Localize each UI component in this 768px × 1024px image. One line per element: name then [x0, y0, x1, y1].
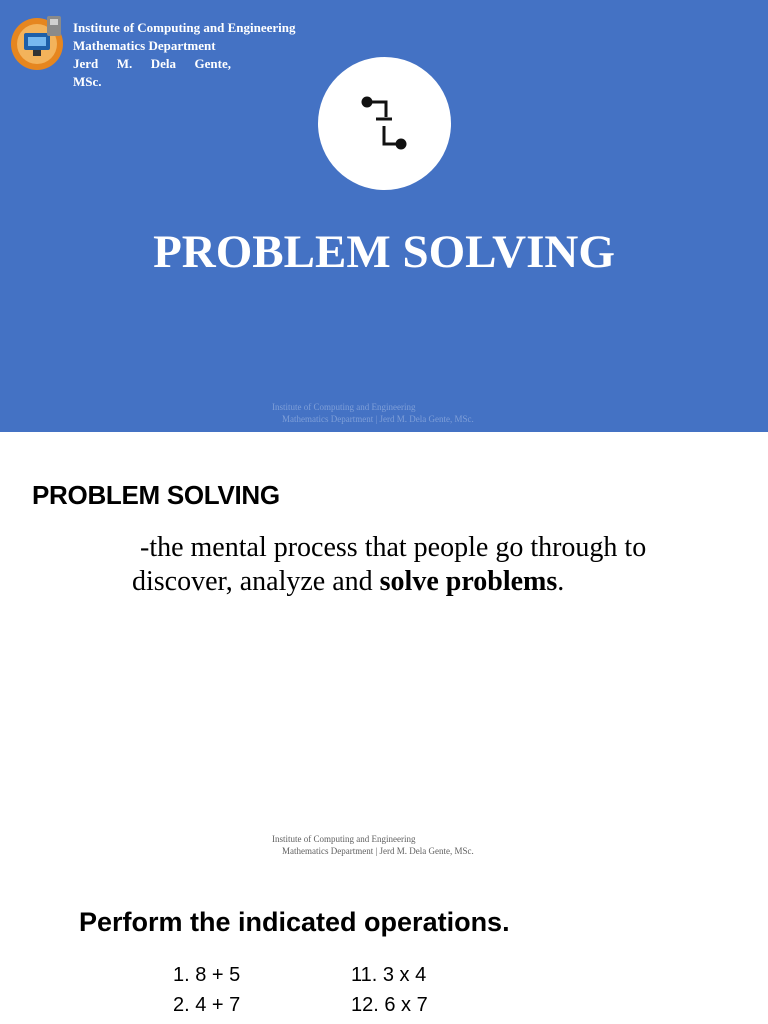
title-slide	[0, 0, 768, 432]
slide-footer	[272, 401, 474, 425]
author-name: Jerd M. Dela Gente,	[73, 56, 231, 71]
footer-institute: Institute of Computing and Engineering	[272, 402, 416, 412]
operation-item: 1. 8 + 5	[173, 964, 241, 986]
slide-footer	[272, 833, 474, 857]
operation-item: 2. 4 + 7	[173, 994, 241, 1016]
process-flow-icon	[318, 57, 451, 190]
definition-emphasis: solve problems	[379, 566, 558, 597]
exercise-heading: Perform the indicated operations.	[79, 907, 510, 937]
operation-row	[173, 990, 473, 1020]
definition-end: .	[557, 566, 565, 597]
operation-item: 12. 6 x 7	[351, 994, 428, 1016]
slide-title: PROBLEM SOLVING	[153, 226, 615, 278]
definition-text	[132, 531, 732, 599]
operations-list	[173, 960, 473, 1020]
footer-department-author: Mathematics Department | Jerd M. Dela Gente, MSc.	[282, 414, 474, 424]
author-degree: MSc.	[73, 74, 102, 89]
footer-department-author: Mathematics Department | Jerd M. Dela Gente, MSc.	[282, 846, 474, 856]
definition-start: discover, analyze and	[132, 566, 380, 597]
institute-name: Institute of Computing and Engineering	[73, 20, 296, 35]
definition-line-1: -the mental process that people go through to	[140, 532, 647, 563]
institute-logo	[11, 18, 63, 70]
operation-item: 11. 3 x 4	[351, 964, 427, 986]
footer-institute: Institute of Computing and Engineering	[272, 834, 416, 844]
operation-row	[173, 960, 473, 990]
department-name: Mathematics Department	[73, 38, 216, 53]
slide-header	[73, 19, 295, 91]
definition-line-2	[132, 565, 732, 599]
slide-heading: PROBLEM SOLVING	[32, 480, 280, 510]
